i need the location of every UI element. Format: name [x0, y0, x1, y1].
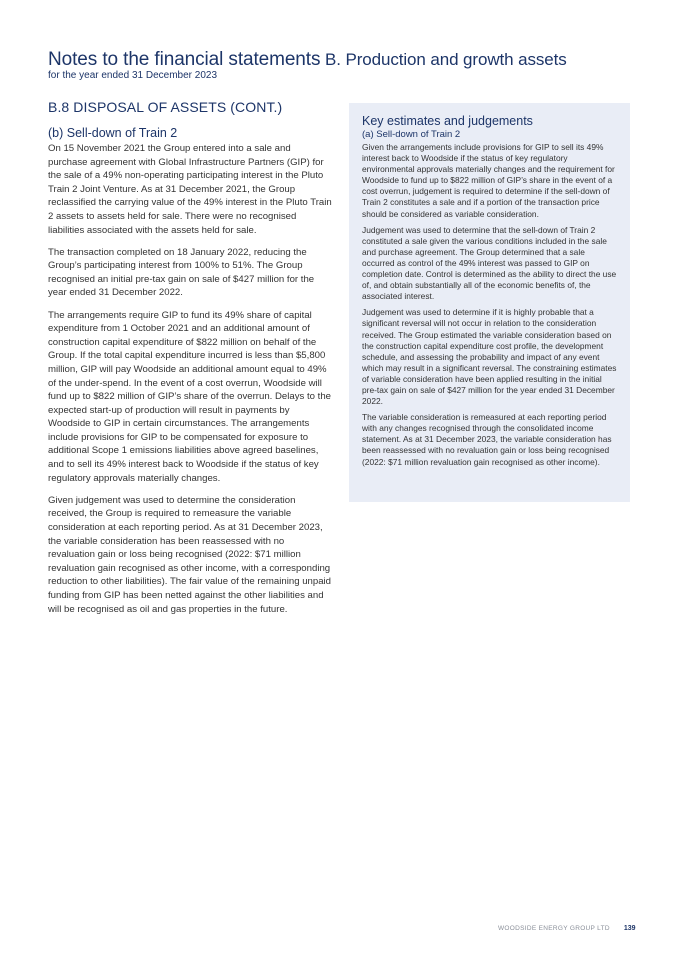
key-estimates-subheading: (a) Sell-down of Train 2	[362, 129, 461, 140]
page-title-section: B. Production and growth assets	[324, 50, 567, 69]
section-heading: B.8 DISPOSAL OF ASSETS (CONT.)	[48, 99, 283, 115]
page-header	[48, 50, 648, 82]
box-paragraph: Judgement was used to determine that the sell-down of Train 2 constituted a sale given the various conditions included in the sale and purchase agreement. The Group determined that a sale occurred as control of the 49% interest was passed to GIP on completion date. Control is determined as the ability to direct the use of, and obtain substantially all of the economic benefits of, the associated interest.	[362, 224, 617, 302]
body-paragraph: The arrangements require GIP to fund its 49% share of capital expenditure from 1 October 2021 and an additional amount of construction capital expenditure of $822 million on behalf of the Group. If the total capital expenditure incurred is less than $5,800 million, GIP will pay Woodside an additional amount equal to 49% of the under-spend. In the event of a cost overrun, Woodside will fund up to $822 million of GIP’s share of the overrun. Delays to the expected start-up of production will result in payments by Woodside to GIP in certain circumstances. The arrangements include provisions for GIP to be compensated for exposure to additional Scope 1 emissions liabilities above agreed baselines, and to sell its 49% interest back to Woodside if the status of key regulatory approvals materially changes.	[48, 309, 332, 484]
page-title	[48, 50, 648, 70]
body-paragraph: The transaction completed on 18 January 2022, reducing the Group’s participating interest from 100% to 51%. The Group recognised an initial pre-tax gain on sale of $427 million for the year ended 31 December 2022.	[48, 246, 315, 299]
body-paragraph: On 15 November 2021 the Group entered into a sale and purchase agreement with Global Infrastructure Partners (GIP) for the sale of a 49% non-operating participating interest in the Pluto Train 2 Joint Venture. As at 31 December 2021, the Group reclassified the carrying value of the 49% interest in the Pluto Train 2 assets to assets held for sale. There were no recognised liabilities associated with the assets held for sale.	[48, 143, 332, 236]
box-paragraph: Given the arrangements include provisions for GIP to sell its 49% interest back to Woodside if the status of key regulatory environmental approvals materially changes and the requirement for Woodside to fund up to $822 million of GIP’s share in the event of a cost overrun, judgement is required to determine if the sell-down of Train 2 constitutes a sale and if a portion of the transaction price should be considered as variable consideration.	[362, 142, 615, 219]
box-paragraph: The variable consideration is remeasured at each reporting period with any changes recognised through the consolidated income statement. As at 31 December 2023, the variable consideration has been reassessed with no revaluation gain or loss being recognised (2022: $71 million revaluation gain recognised as other income).	[362, 412, 612, 467]
key-estimates-box	[349, 103, 630, 502]
subsection-heading: (b) Sell-down of Train 2	[48, 126, 178, 140]
body-paragraph: Given judgement was used to determine the consideration received, the Group is required to remeasure the variable consideration at each reporting period. As at 31 December 2023, the variable consideration has been reassessed with no revaluation gain or loss being recognised (2022: $71 million revaluation gain recognised as other income, with a corresponding reduction to other liabilities). The fair value of the remaining unpaid funding from GIP has been netted against the other liabilities and will be recognised as oil and gas properties in the future.	[48, 494, 332, 615]
key-estimates-heading: Key estimates and judgements	[362, 114, 533, 128]
box-paragraph: Judgement was used to determine if it is highly probable that a significant reversal will not occur in relation to the consideration received. The Group estimated the variable consideration based on the construction capital expenditure cost profile, the development schedule, and assessing the probability and impact of any event which may result in a significant reversal. The constraining estimates of variable consideration have been applied resulting in the initial pre-tax gain on sale of $427 million for the year ended 31 December 2022.	[362, 307, 617, 407]
main-column	[48, 98, 332, 625]
page-title-main: Notes to the financial statements	[48, 49, 321, 70]
page-number: 139	[623, 925, 636, 932]
footer-company: WOODSIDE ENERGY GROUP LTD	[498, 925, 610, 932]
page-footer	[498, 925, 638, 932]
page-subtitle: for the year ended 31 December 2023	[48, 70, 217, 81]
